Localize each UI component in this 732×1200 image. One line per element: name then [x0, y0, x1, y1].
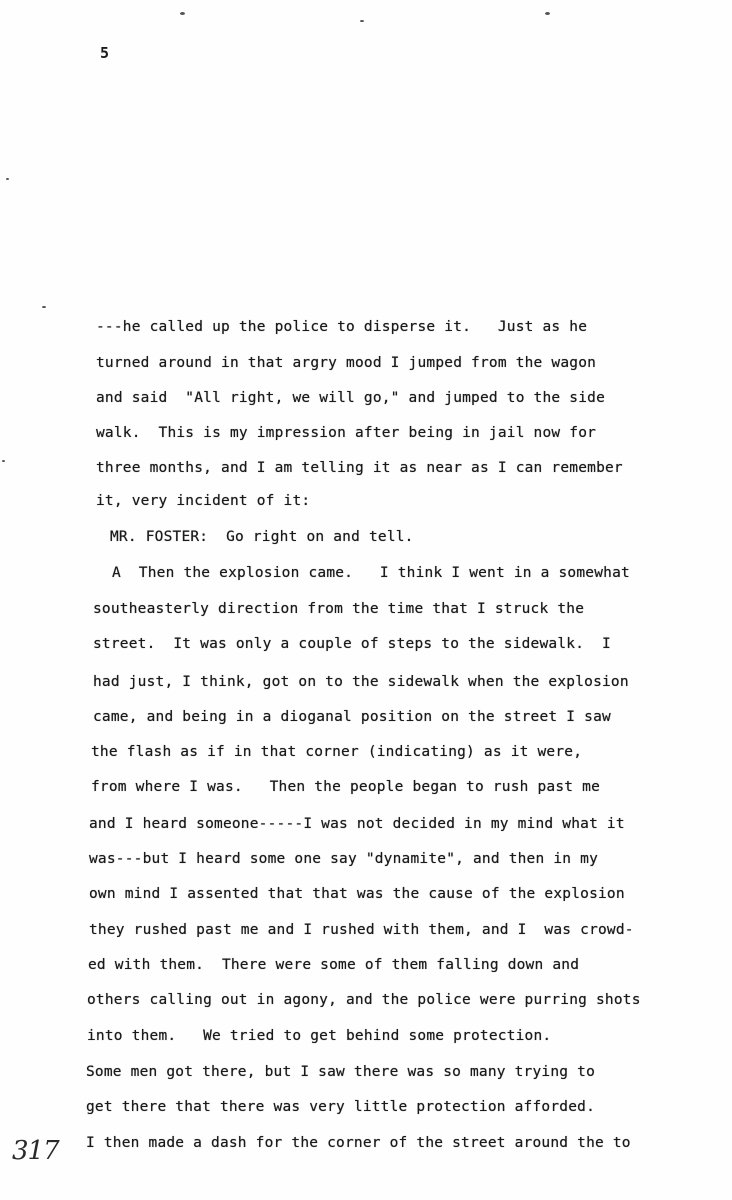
scan-speck: [2, 460, 5, 462]
text-line: was---but I heard some one say "dynamite", and then in my: [89, 851, 598, 867]
text-line: get there that there was very little protection afforded.: [86, 1099, 595, 1115]
text-line: three months, and I am telling it as near as I can remember: [96, 460, 623, 476]
text-line: the flash as if in that corner (indicating) as it were,: [91, 744, 583, 760]
text-line: walk. This is my impression after being in jail now for: [96, 425, 597, 441]
text-line: into them. We tried to get behind some protection.: [87, 1028, 552, 1044]
text-line: ed with them. There were some of them falling down and: [88, 957, 580, 973]
text-line: and I heard someone-----I was not decided in my mind what it: [89, 816, 625, 832]
text-line: A Then the explosion came. I think I went in a somewhat: [112, 565, 630, 581]
scan-speck: [6, 178, 9, 180]
text-line: turned around in that argry mood I jumped from the wagon: [96, 355, 597, 371]
text-line: it, very incident of it:: [96, 493, 311, 509]
scan-speck: [42, 306, 46, 308]
text-line: ---he called up the police to disperse it. Just as he: [96, 319, 588, 335]
scan-speck: [180, 12, 185, 15]
text-line: and said "All right, we will go," and jumped to the side: [96, 390, 605, 406]
scan-speck: [360, 20, 364, 22]
page-number: 5: [100, 44, 110, 62]
text-line: from where I was. Then the people began to rush past me: [91, 779, 600, 795]
text-line: they rushed past me and I rushed with them, and I was crowd-: [89, 922, 634, 938]
text-line: others calling out in agony, and the police were purring shots: [87, 992, 641, 1008]
scan-speck: [545, 12, 550, 15]
handwritten-page-mark: 317: [12, 1136, 59, 1166]
text-line: MR. FOSTER: Go right on and tell.: [110, 529, 414, 545]
text-line: Some men got there, but I saw there was so many trying to: [86, 1064, 595, 1080]
text-line: street. It was only a couple of steps to the sidewalk. I: [93, 636, 611, 652]
text-line: had just, I think, got on to the sidewalk when the explosion: [93, 674, 629, 690]
text-line: came, and being in a dioganal position on the street I saw: [93, 709, 611, 725]
text-line: I then made a dash for the corner of the street around the to: [86, 1135, 631, 1151]
text-line: own mind I assented that that was the cause of the explosion: [89, 886, 625, 902]
text-line: southeasterly direction from the time that I struck the: [93, 601, 585, 617]
